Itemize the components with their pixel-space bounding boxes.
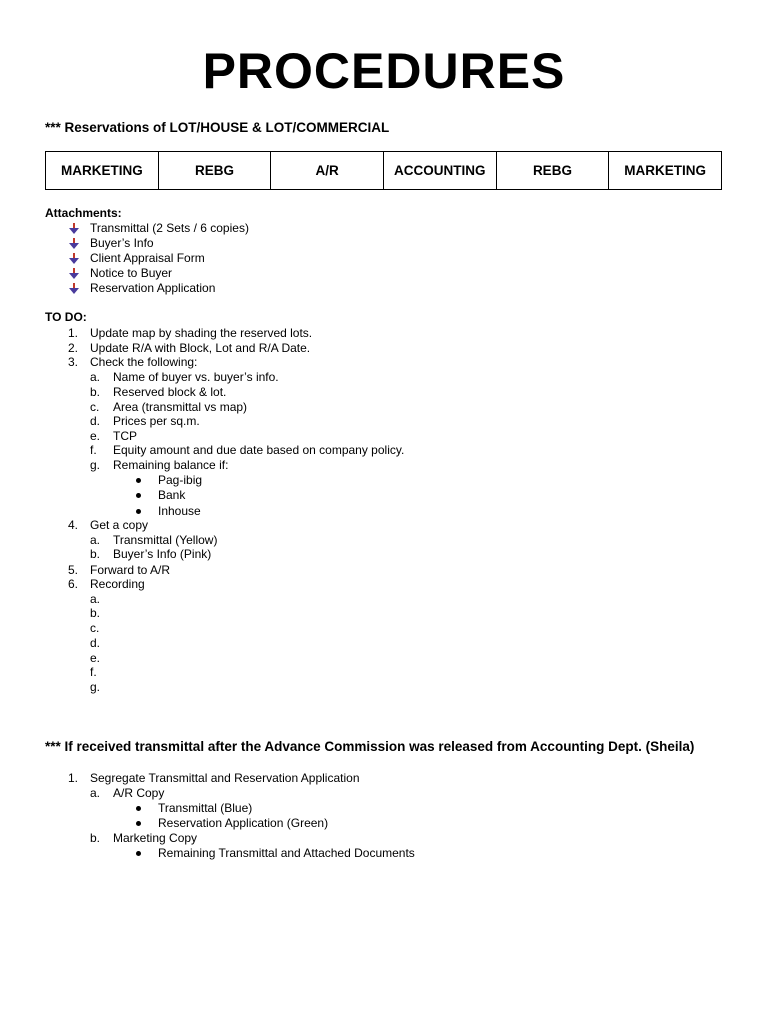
section2-item-text: Reservation Application (Green) xyxy=(158,816,329,830)
todo-item-text: Recording xyxy=(90,577,145,591)
attachments-label: Attachments: xyxy=(45,206,122,220)
arrow-bullet-icon xyxy=(69,283,79,295)
section2-item-text: Transmittal (Blue) xyxy=(158,801,253,815)
arrow-bullet-icon xyxy=(69,253,79,265)
bullet-dot-icon xyxy=(136,851,141,856)
todo-label: TO DO: xyxy=(45,310,87,324)
list-marker: 3. xyxy=(68,355,79,369)
todo-item-text: Inhouse xyxy=(158,504,201,518)
list-marker: b. xyxy=(90,547,101,561)
bullet-dot-icon xyxy=(136,493,141,498)
attachment-item: Buyer’s Info xyxy=(90,236,154,250)
list-marker: 1. xyxy=(68,771,79,785)
list-marker: 4. xyxy=(68,518,79,532)
attachment-item: Notice to Buyer xyxy=(90,266,173,280)
attachment-item: Reservation Application xyxy=(90,281,216,295)
todo-item-text: Equity amount and due date based on company policy. xyxy=(113,443,405,457)
section2-item-text: A/R Copy xyxy=(113,786,165,800)
list-marker: a. xyxy=(90,533,101,547)
list-marker: c. xyxy=(90,621,100,635)
flow-step-3: A/R xyxy=(271,152,384,190)
section-heading-reservations: *** Reservations of LOT/HOUSE & LOT/COMMERCIAL xyxy=(45,120,390,135)
bullet-dot-icon xyxy=(136,806,141,811)
list-marker: g. xyxy=(90,458,101,472)
todo-item-text: Check the following: xyxy=(90,355,198,369)
list-marker: a. xyxy=(90,786,101,800)
list-marker: f. xyxy=(90,443,97,457)
todo-item-text: Get a copy xyxy=(90,518,149,532)
list-marker: e. xyxy=(90,651,101,665)
arrow-bullet-icon xyxy=(69,223,79,235)
list-marker: d. xyxy=(90,414,101,428)
page-title: PROCEDURES xyxy=(202,43,566,99)
flow-step-4: ACCOUNTING xyxy=(383,152,496,190)
todo-item-text: Forward to A/R xyxy=(90,563,171,577)
todo-item-text: Area (transmittal vs map) xyxy=(113,400,248,414)
todo-item-text: Remaining balance if: xyxy=(113,458,229,472)
todo-item-text: Update R/A with Block, Lot and R/A Date. xyxy=(90,341,311,355)
flow-step-5: REBG xyxy=(496,152,609,190)
section2-item-text: Marketing Copy xyxy=(113,831,198,845)
list-marker: f. xyxy=(90,665,97,679)
attachment-item: Client Appraisal Form xyxy=(90,251,205,265)
flow-step-2: REBG xyxy=(158,152,271,190)
list-marker: a. xyxy=(90,592,101,606)
todo-item-text: Reserved block & lot. xyxy=(113,385,227,399)
section2-item-text: Remaining Transmittal and Attached Documents xyxy=(158,846,415,860)
process-flow-table xyxy=(45,151,722,190)
flow-step-6: MARKETING xyxy=(609,152,722,190)
todo-item-text: Update map by shading the reserved lots. xyxy=(90,326,313,340)
bullet-dot-icon xyxy=(136,821,141,826)
list-marker: 1. xyxy=(68,326,79,340)
todo-item-text: Buyer’s Info (Pink) xyxy=(113,547,212,561)
list-marker: 5. xyxy=(68,563,79,577)
list-marker: d. xyxy=(90,636,101,650)
arrow-bullet-icon xyxy=(69,238,79,250)
section2-item-text: Segregate Transmittal and Reservation Application xyxy=(90,771,360,785)
todo-item-text: Pag-ibig xyxy=(158,473,203,487)
list-marker: 6. xyxy=(68,577,79,591)
arrow-bullet-icon xyxy=(69,268,79,280)
bullet-dot-icon xyxy=(136,478,141,483)
todo-item-text: Name of buyer vs. buyer’s info. xyxy=(113,370,279,384)
todo-item-text: TCP xyxy=(113,429,137,443)
todo-item-text: Prices per sq.m. xyxy=(113,414,200,428)
list-marker: e. xyxy=(90,429,101,443)
list-marker: 2. xyxy=(68,341,79,355)
list-marker: b. xyxy=(90,385,101,399)
todo-item-text: Transmittal (Yellow) xyxy=(113,533,218,547)
bullet-dot-icon xyxy=(136,509,141,514)
list-marker: b. xyxy=(90,606,101,620)
list-marker: a. xyxy=(90,370,101,384)
flow-step-1: MARKETING xyxy=(46,152,159,190)
list-marker: g. xyxy=(90,680,101,694)
list-marker: b. xyxy=(90,831,101,845)
list-marker: c. xyxy=(90,400,100,414)
section-heading-advance-commission: *** If received transmittal after the Advance Commission was released from Accounting Dept. (Sheila) xyxy=(45,739,695,754)
attachment-item: Transmittal (2 Sets / 6 copies) xyxy=(90,221,249,235)
todo-item-text: Bank xyxy=(158,488,186,502)
